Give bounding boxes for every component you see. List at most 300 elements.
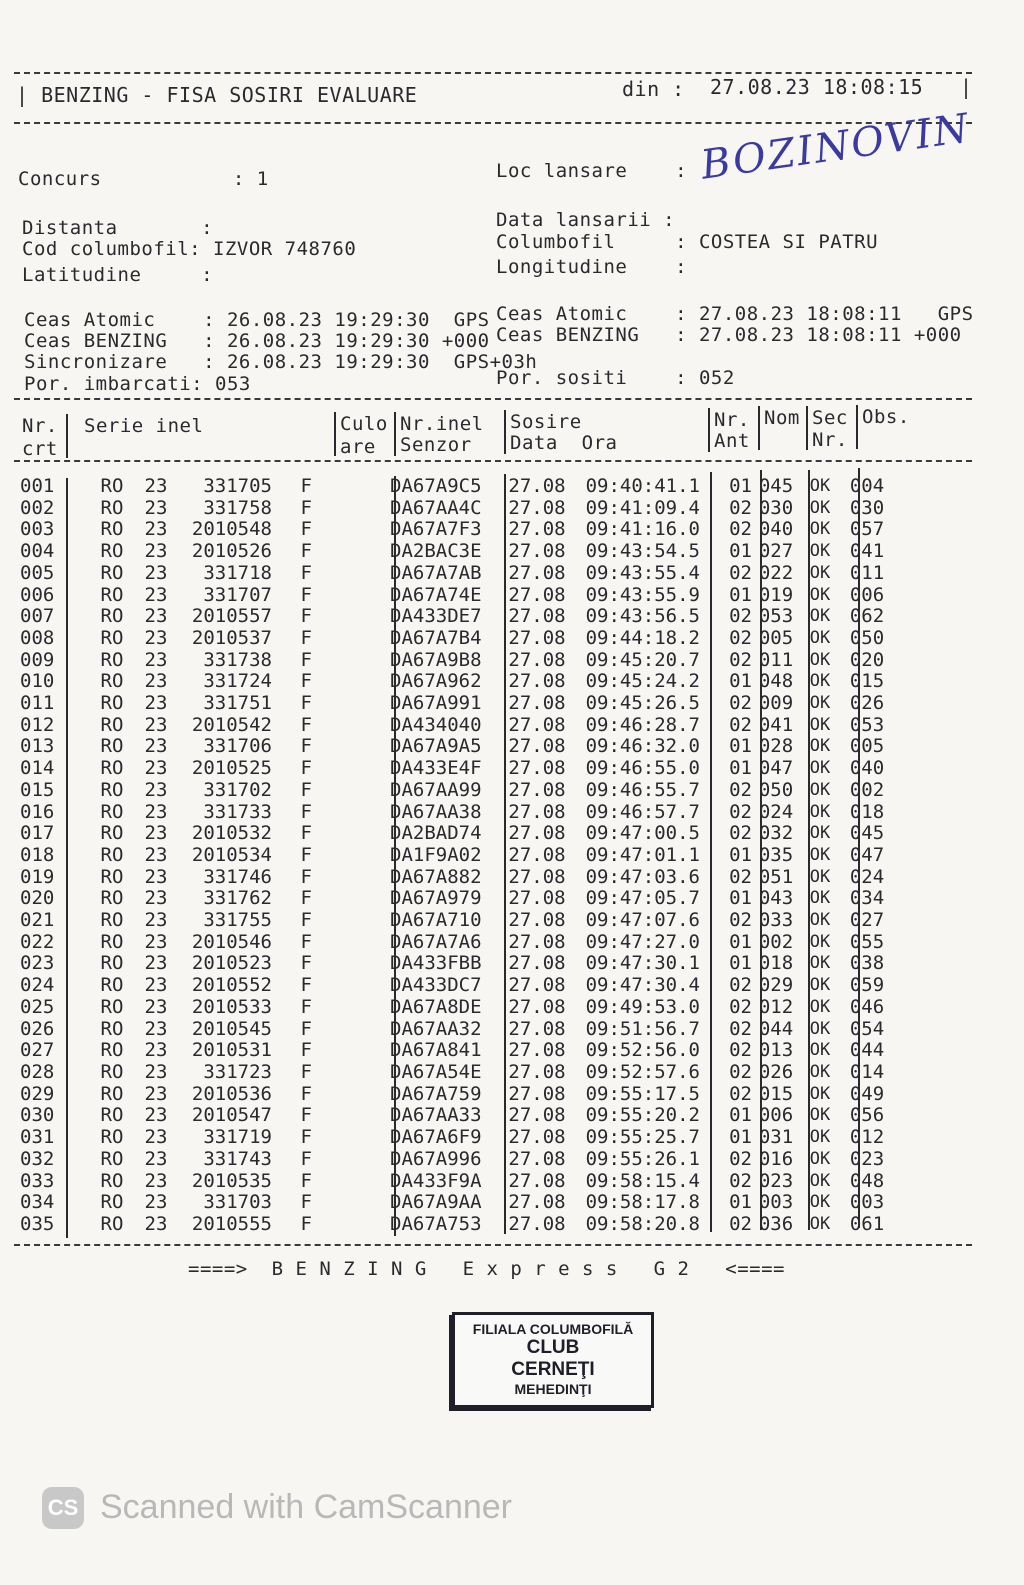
- ring-country: RO: [100, 648, 124, 671]
- sex: F: [300, 1169, 312, 1192]
- section-status: OK: [809, 975, 831, 996]
- antenna-number: 01: [729, 952, 752, 975]
- arrival-time: 09:49:53.0: [585, 995, 700, 1018]
- color: [312, 498, 388, 520]
- row-number: 034: [20, 1191, 55, 1214]
- ring-serial: 331705: [203, 475, 272, 497]
- table-row: [20, 1084, 894, 1106]
- obs-number: 018: [849, 800, 885, 823]
- antenna-number: 02: [729, 496, 752, 519]
- table-row: [20, 997, 894, 1019]
- arrival-time: 09:47:27.0: [585, 930, 700, 953]
- sex: F: [300, 475, 312, 497]
- ring-serial: 331702: [203, 778, 272, 801]
- camscanner-watermark: Scanned with CamScanner: [100, 1488, 513, 1526]
- obs-number: 054: [849, 1017, 885, 1040]
- color: [312, 953, 388, 975]
- arrival-date: 27.08: [508, 626, 566, 649]
- ring-country: RO: [100, 1191, 124, 1214]
- ring-year: 23: [144, 865, 168, 888]
- antenna-number: 01: [729, 1104, 752, 1127]
- nom-number: 050: [758, 778, 794, 801]
- loc-lansare-label: Loc lansare :: [496, 160, 688, 182]
- arrival-time: 09:58:17.8: [585, 1191, 700, 1214]
- ring-year: 23: [144, 540, 168, 563]
- nom-number: 019: [758, 583, 794, 606]
- ring-serial: 331738: [203, 648, 272, 671]
- table-row: [20, 1062, 894, 1084]
- row-number: 018: [20, 843, 55, 866]
- antenna-number: 02: [729, 1039, 752, 1062]
- section-status: OK: [809, 953, 831, 974]
- arrival-time: 09:52:56.0: [585, 1039, 700, 1062]
- arrival-time: 09:46:55.7: [585, 778, 700, 801]
- ring-country: RO: [100, 974, 124, 997]
- sensor-ring: DA1F9A02: [390, 843, 482, 866]
- table-row: [20, 932, 894, 954]
- table-row: [20, 498, 894, 520]
- nom-number: 012: [758, 995, 794, 1018]
- divider: [14, 398, 972, 400]
- ring-country: RO: [100, 692, 124, 715]
- obs-number: 045: [849, 822, 885, 845]
- ring-country: RO: [100, 930, 124, 953]
- nom-number: 006: [758, 1104, 794, 1127]
- table-row: [20, 867, 894, 889]
- ring-serial: 331723: [203, 1060, 272, 1083]
- sex: F: [300, 1212, 312, 1235]
- ring-country: RO: [100, 1039, 124, 1062]
- obs-number: 012: [849, 1126, 885, 1149]
- sensor-ring: DA67A710: [390, 909, 482, 932]
- nom-number: 035: [758, 843, 794, 866]
- nom-number: 015: [758, 1082, 794, 1105]
- ceas-benzing-start: Ceas BENZING : 26.08.23 19:29:30 +000: [24, 330, 490, 352]
- ring-country: RO: [100, 822, 124, 845]
- col-senzor: Senzor: [400, 434, 472, 456]
- sex: F: [300, 496, 312, 519]
- ring-year: 23: [144, 757, 168, 780]
- sincronizare: Sincronizare : 26.08.23 19:29:30 GPS+03h: [24, 351, 538, 373]
- arrival-date: 27.08: [508, 475, 566, 497]
- antenna-number: 01: [729, 1191, 752, 1214]
- ring-serial: 331743: [203, 1147, 272, 1170]
- sex: F: [300, 583, 312, 606]
- nom-number: 027: [758, 540, 794, 563]
- row-number: 022: [20, 930, 55, 953]
- nom-number: 044: [758, 1017, 794, 1040]
- ring-country: RO: [100, 583, 124, 606]
- color: [312, 845, 388, 867]
- ring-country: RO: [100, 778, 124, 801]
- arrival-time: 09:46:28.7: [585, 713, 700, 736]
- ring-year: 23: [144, 713, 168, 736]
- arrival-date: 27.08: [508, 540, 566, 563]
- antenna-number: 02: [729, 648, 752, 671]
- ring-year: 23: [144, 1017, 168, 1040]
- arrival-time: 09:55:17.5: [585, 1082, 700, 1105]
- table-row: [20, 671, 894, 693]
- ring-country: RO: [100, 800, 124, 823]
- sex: F: [300, 518, 312, 541]
- obs-number: 062: [849, 605, 885, 628]
- table-row: [20, 563, 894, 585]
- nom-number: 053: [758, 605, 794, 628]
- report-datetime: 27.08.23 18:08:15: [710, 75, 924, 99]
- col-separator: [856, 405, 858, 449]
- sensor-ring: DA433DE7: [390, 605, 482, 628]
- distanta: Distanta :: [22, 217, 214, 239]
- arrival-time: 09:46:32.0: [585, 735, 700, 758]
- table-row: [20, 736, 894, 758]
- table-row: [20, 650, 894, 672]
- ring-serial: 331762: [203, 887, 272, 910]
- ring-serial: 2010526: [191, 540, 272, 563]
- ring-year: 23: [144, 778, 168, 801]
- table-row: [20, 1040, 894, 1062]
- sensor-ring: DA67A74E: [390, 583, 482, 606]
- section-status: OK: [809, 1192, 831, 1213]
- ring-serial: 2010534: [191, 843, 272, 866]
- por-sositi: Por. sositi : 052: [496, 367, 735, 389]
- sex: F: [300, 757, 312, 780]
- section-status: OK: [809, 497, 831, 518]
- ring-serial: 331758: [203, 496, 272, 519]
- ring-serial: 331703: [203, 1191, 272, 1214]
- color: [312, 693, 388, 715]
- row-number: 010: [20, 670, 55, 693]
- obs-number: 041: [849, 540, 885, 563]
- col-sosire: Sosire: [510, 411, 582, 433]
- section-status: OK: [809, 1061, 831, 1082]
- arrival-date: 27.08: [508, 778, 566, 801]
- section-status: OK: [809, 541, 831, 562]
- arrival-date: 27.08: [508, 843, 566, 866]
- nom-number: 051: [758, 865, 794, 888]
- ring-year: 23: [144, 909, 168, 932]
- table-row: [20, 1149, 894, 1171]
- color: [312, 910, 388, 932]
- sensor-ring: DA2BAD74: [390, 822, 482, 845]
- ring-year: 23: [144, 518, 168, 541]
- section-status: OK: [809, 562, 831, 583]
- ring-country: RO: [100, 475, 124, 497]
- ring-serial: 2010552: [191, 974, 272, 997]
- col-crt: crt: [22, 438, 58, 460]
- color: [312, 802, 388, 824]
- row-number: 007: [20, 605, 55, 628]
- antenna-number: 02: [729, 1060, 752, 1083]
- ring-year: 23: [144, 583, 168, 606]
- color: [312, 671, 388, 693]
- ring-year: 23: [144, 1191, 168, 1214]
- row-number: 004: [20, 540, 55, 563]
- arrival-date: 27.08: [508, 1191, 566, 1214]
- table-row: [20, 606, 894, 628]
- sensor-ring: DA67A759: [390, 1082, 482, 1105]
- row-number: 024: [20, 974, 55, 997]
- table-row: [20, 823, 894, 845]
- arrival-time: 09:41:16.0: [585, 518, 700, 541]
- ring-serial: 2010532: [191, 822, 272, 845]
- obs-number: 049: [849, 1082, 885, 1105]
- sex: F: [300, 1060, 312, 1083]
- ring-year: 23: [144, 626, 168, 649]
- nom-number: 011: [758, 648, 794, 671]
- color: [312, 932, 388, 954]
- ring-year: 23: [144, 1147, 168, 1170]
- ring-serial: 2010545: [191, 1017, 272, 1040]
- table-row: [20, 1105, 894, 1127]
- sex: F: [300, 561, 312, 584]
- ring-serial: 331718: [203, 561, 272, 584]
- antenna-number: 02: [729, 909, 752, 932]
- table-row: [20, 693, 894, 715]
- arrival-time: 09:55:26.1: [585, 1147, 700, 1170]
- sex: F: [300, 778, 312, 801]
- sensor-ring: DA67A9A5: [390, 735, 482, 758]
- nom-number: 009: [758, 692, 794, 715]
- section-status: OK: [809, 1040, 831, 1061]
- ring-country: RO: [100, 626, 124, 649]
- arrival-time: 09:46:55.0: [585, 757, 700, 780]
- ring-serial: 2010533: [191, 995, 272, 1018]
- col-separator: [394, 412, 396, 456]
- ring-country: RO: [100, 843, 124, 866]
- obs-number: 011: [849, 561, 885, 584]
- color: [312, 758, 388, 780]
- nom-number: 002: [758, 930, 794, 953]
- obs-number: 027: [849, 909, 885, 932]
- ring-year: 23: [144, 1212, 168, 1235]
- antenna-number: 02: [729, 1169, 752, 1192]
- row-number: 015: [20, 778, 55, 801]
- section-status: OK: [809, 888, 831, 909]
- arrival-date: 27.08: [508, 670, 566, 693]
- arrival-time: 09:40:41.1: [585, 475, 700, 497]
- title-end-bar: |: [960, 75, 973, 99]
- arrival-date: 27.08: [508, 930, 566, 953]
- arrival-date: 27.08: [508, 1169, 566, 1192]
- camscanner-logo-icon: CS: [42, 1487, 84, 1529]
- table-row: [20, 476, 894, 498]
- ring-country: RO: [100, 865, 124, 888]
- arrival-date: 27.08: [508, 1017, 566, 1040]
- ring-country: RO: [100, 952, 124, 975]
- divider: [14, 72, 972, 74]
- nom-number: 048: [758, 670, 794, 693]
- antenna-number: 02: [729, 1147, 752, 1170]
- arrival-date: 27.08: [508, 713, 566, 736]
- ring-year: 23: [144, 692, 168, 715]
- row-number: 029: [20, 1082, 55, 1105]
- table-row: [20, 1127, 894, 1149]
- sex: F: [300, 1017, 312, 1040]
- row-number: 019: [20, 865, 55, 888]
- ring-year: 23: [144, 952, 168, 975]
- arrival-date: 27.08: [508, 735, 566, 758]
- ring-year: 23: [144, 887, 168, 910]
- section-status: OK: [809, 1083, 831, 1104]
- sex: F: [300, 822, 312, 845]
- arrival-time: 09:47:00.5: [585, 822, 700, 845]
- ring-serial: 2010555: [191, 1212, 272, 1235]
- ring-country: RO: [100, 1212, 124, 1235]
- row-number: 026: [20, 1017, 55, 1040]
- sex: F: [300, 865, 312, 888]
- color: [312, 1019, 388, 1041]
- sex: F: [300, 887, 312, 910]
- table-row: [20, 1192, 894, 1214]
- table-row: [20, 888, 894, 910]
- color: [312, 519, 388, 541]
- ring-country: RO: [100, 1060, 124, 1083]
- ring-year: 23: [144, 1169, 168, 1192]
- row-number: 028: [20, 1060, 55, 1083]
- stamp-line: MEHEDINŢI: [514, 1381, 592, 1397]
- ring-serial: 2010537: [191, 626, 272, 649]
- table-row: [20, 519, 894, 541]
- antenna-number: 01: [729, 887, 752, 910]
- ring-serial: 331733: [203, 800, 272, 823]
- arrival-time: 09:45:20.7: [585, 648, 700, 671]
- arrival-date: 27.08: [508, 757, 566, 780]
- sensor-ring: DA67A7AB: [390, 561, 482, 584]
- color: [312, 563, 388, 585]
- antenna-number: 01: [729, 475, 752, 497]
- col-nr: Nr.: [22, 415, 58, 437]
- arrival-date: 27.08: [508, 974, 566, 997]
- nom-number: 013: [758, 1039, 794, 1062]
- arrival-date: 27.08: [508, 1212, 566, 1235]
- sensor-ring: DA67AA99: [390, 778, 482, 801]
- row-number: 008: [20, 626, 55, 649]
- color: [312, 1127, 388, 1149]
- color: [312, 606, 388, 628]
- color: [312, 1084, 388, 1106]
- ring-year: 23: [144, 648, 168, 671]
- arrival-date: 27.08: [508, 1082, 566, 1105]
- section-status: OK: [809, 584, 831, 605]
- color: [312, 476, 388, 498]
- ceas-atomic-start: Ceas Atomic : 26.08.23 19:29:30 GPS: [24, 309, 490, 331]
- obs-number: 024: [849, 865, 885, 888]
- stamp-line: FILIALA COLUMBOFILĂ: [472, 1321, 634, 1337]
- row-number: 030: [20, 1104, 55, 1127]
- sensor-ring: DA433F9A: [390, 1169, 482, 1192]
- arrival-date: 27.08: [508, 865, 566, 888]
- antenna-number: 01: [729, 757, 752, 780]
- section-status: OK: [809, 627, 831, 648]
- antenna-number: 02: [729, 518, 752, 541]
- color: [312, 975, 388, 997]
- stamp-line: CERNEŢI: [511, 1359, 595, 1380]
- section-status: OK: [809, 1105, 831, 1126]
- nom-number: 003: [758, 1191, 794, 1214]
- sex: F: [300, 995, 312, 1018]
- color: [312, 1062, 388, 1084]
- antenna-number: 02: [729, 822, 752, 845]
- antenna-number: 02: [729, 865, 752, 888]
- antenna-number: 02: [729, 778, 752, 801]
- ring-country: RO: [100, 713, 124, 736]
- col-nr-inel: Nr.inel: [400, 413, 484, 435]
- ring-year: 23: [144, 561, 168, 584]
- sex: F: [300, 1082, 312, 1105]
- nom-number: 032: [758, 822, 794, 845]
- color: [312, 888, 388, 910]
- obs-number: 014: [849, 1060, 885, 1083]
- sensor-ring: DA67AA38: [390, 800, 482, 823]
- antenna-number: 01: [729, 735, 752, 758]
- sex: F: [300, 1191, 312, 1214]
- sensor-ring: DA67A753: [390, 1212, 482, 1235]
- row-number: 033: [20, 1169, 55, 1192]
- ring-serial: 331719: [203, 1126, 272, 1149]
- ring-country: RO: [100, 735, 124, 758]
- obs-number: 023: [849, 1147, 885, 1170]
- nom-number: 030: [758, 496, 794, 519]
- sensor-ring: DA433E4F: [390, 757, 482, 780]
- sex: F: [300, 909, 312, 932]
- row-number: 005: [20, 561, 55, 584]
- ring-country: RO: [100, 561, 124, 584]
- col-separator: [708, 408, 710, 452]
- color: [312, 1171, 388, 1193]
- row-number: 017: [20, 822, 55, 845]
- color: [312, 1105, 388, 1127]
- color: [312, 541, 388, 563]
- obs-number: 030: [849, 496, 885, 519]
- sex: F: [300, 540, 312, 563]
- sex: F: [300, 843, 312, 866]
- table-row: [20, 802, 894, 824]
- section-status: OK: [809, 779, 831, 800]
- antenna-number: 01: [729, 843, 752, 866]
- col-data-ora: Data Ora: [510, 432, 618, 454]
- ring-year: 23: [144, 1104, 168, 1127]
- arrival-date: 27.08: [508, 1147, 566, 1170]
- arrival-date: 27.08: [508, 909, 566, 932]
- sex: F: [300, 1126, 312, 1149]
- color: [312, 997, 388, 1019]
- arrivals-table: [20, 476, 894, 1236]
- ring-year: 23: [144, 800, 168, 823]
- row-number: 032: [20, 1147, 55, 1170]
- obs-number: 006: [849, 583, 885, 606]
- col-separator: [806, 406, 808, 450]
- row-number: 023: [20, 952, 55, 975]
- col-nr-ant: Nr.: [714, 409, 750, 431]
- obs-number: 050: [849, 626, 885, 649]
- row-number: 035: [20, 1212, 55, 1235]
- color: [312, 585, 388, 607]
- col-serie-inel: Serie inel: [84, 415, 204, 437]
- ring-serial: 331755: [203, 909, 272, 932]
- table-row: [20, 541, 894, 563]
- arrival-time: 09:45:24.2: [585, 670, 700, 693]
- sex: F: [300, 800, 312, 823]
- ring-year: 23: [144, 1060, 168, 1083]
- color: [312, 823, 388, 845]
- arrival-date: 27.08: [508, 1104, 566, 1127]
- nom-number: 036: [758, 1212, 794, 1235]
- ring-country: RO: [100, 1082, 124, 1105]
- color: [312, 736, 388, 758]
- color: [312, 650, 388, 672]
- sensor-ring: DA67A9AA: [390, 1191, 482, 1214]
- table-row: [20, 975, 894, 997]
